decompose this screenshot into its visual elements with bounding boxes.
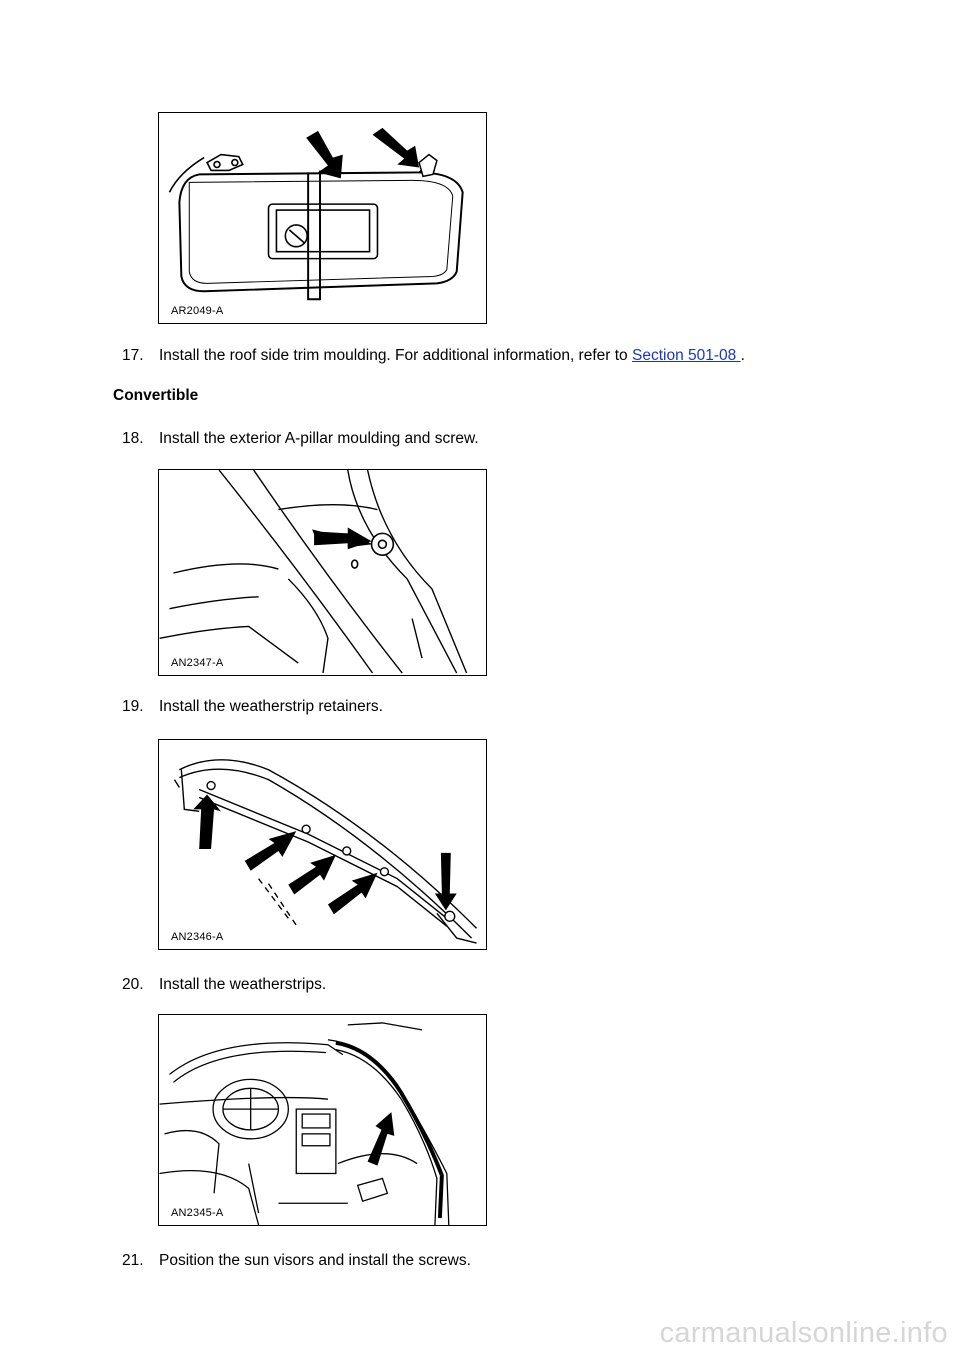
step-number: 19.	[122, 698, 144, 715]
section-link[interactable]: Section 501-08	[631, 347, 741, 364]
step-text: Install the weatherstrip retainers.	[159, 698, 383, 715]
step-17	[122, 346, 745, 366]
a-pillar-illustration	[159, 470, 486, 675]
figure-code: AN2347-A	[171, 657, 224, 669]
figure-sun-visor	[158, 112, 487, 324]
retainers-illustration	[159, 740, 486, 949]
figure-code: AN2345-A	[171, 1207, 224, 1219]
figure-weatherstrip-retainers	[158, 739, 487, 950]
watermark: carmanualsonline.info	[659, 1317, 948, 1349]
step-18	[122, 429, 479, 449]
step-19	[122, 697, 383, 717]
step-number: 18.	[122, 430, 144, 447]
section-heading: Convertible	[113, 387, 199, 404]
step-number: 20.	[122, 976, 144, 993]
step-text: Install the exterior A-pillar moulding and screw.	[159, 430, 479, 447]
sun-visor-illustration	[159, 113, 486, 323]
step-number: 17.	[122, 347, 144, 364]
figure-weatherstrips	[158, 1014, 487, 1226]
cabin-illustration	[159, 1015, 486, 1225]
step-21	[122, 1251, 471, 1271]
step-text: Install the roof side trim moulding. For additional information, refer to	[159, 347, 632, 364]
figure-code: AR2049-A	[171, 305, 224, 317]
step-text: Install the weatherstrips.	[159, 976, 327, 993]
figure-code: AN2346-A	[171, 931, 224, 943]
step-20	[122, 975, 326, 995]
figure-a-pillar	[158, 469, 487, 676]
step-text: Position the sun visors and install the screws.	[159, 1252, 471, 1269]
step-number: 21.	[122, 1252, 144, 1269]
step-text-end: .	[740, 347, 745, 364]
